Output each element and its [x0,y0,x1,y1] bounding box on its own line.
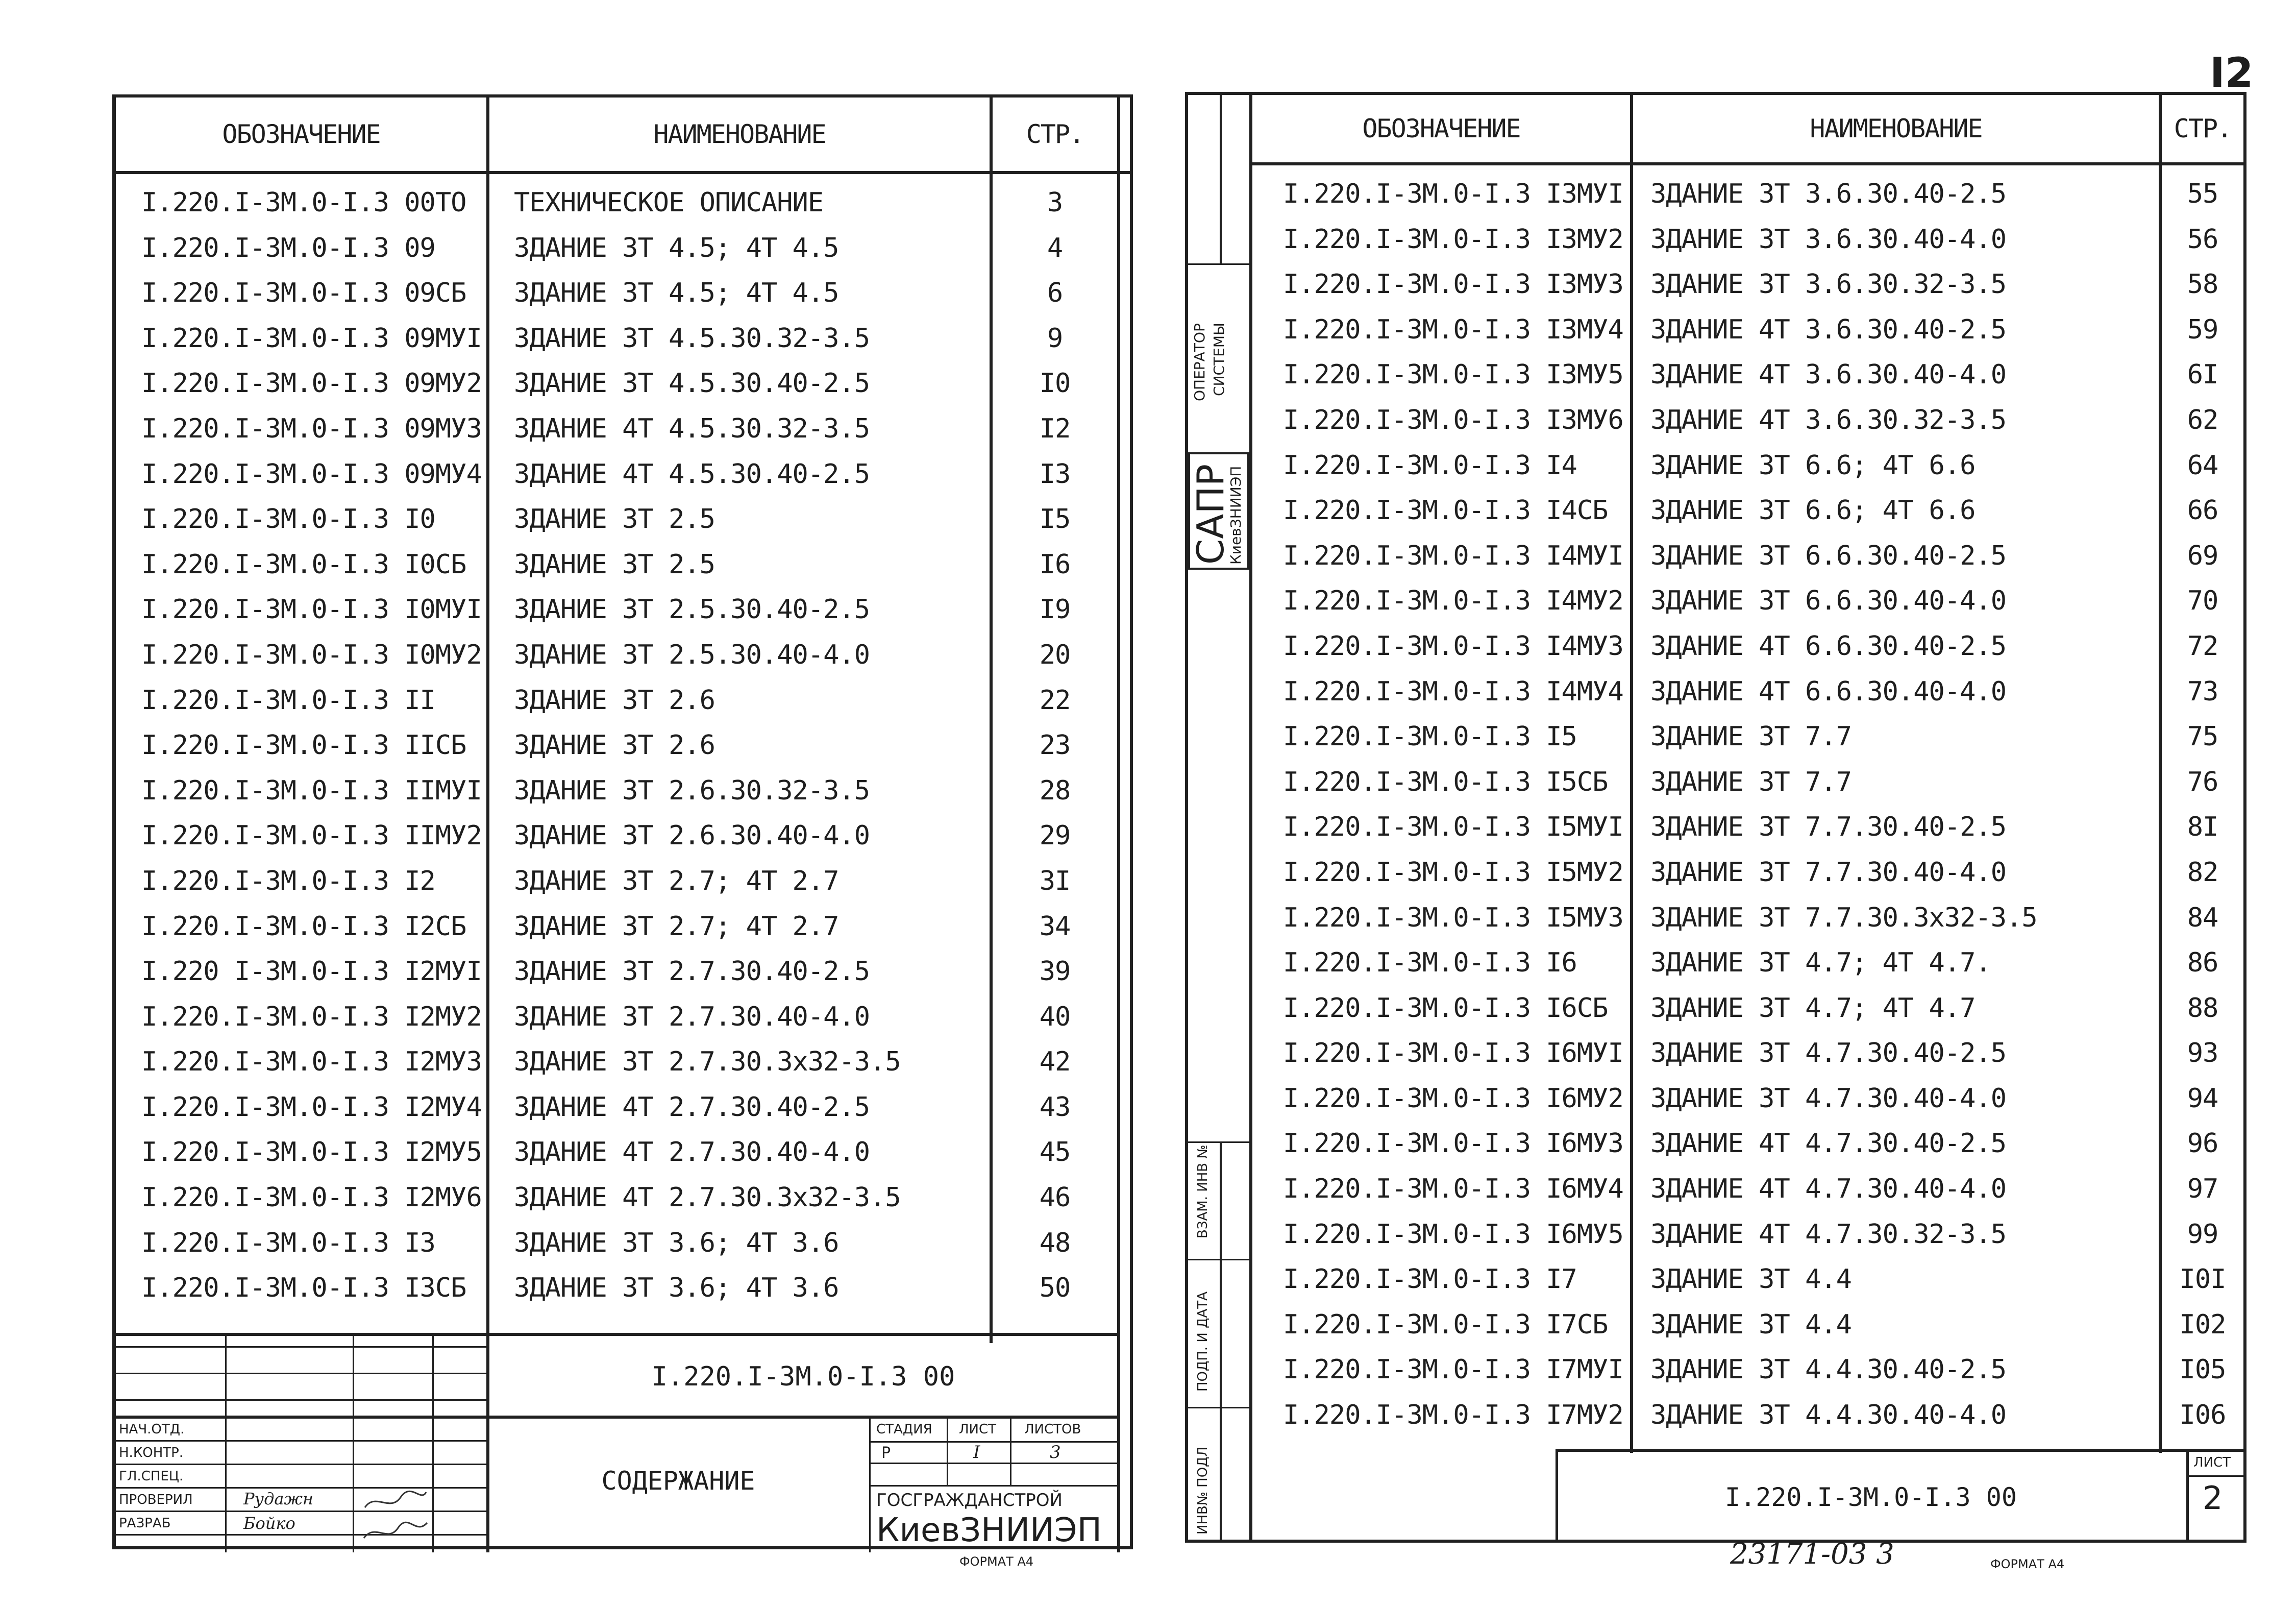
row-name: ЗДАНИЕ 3Т 7.7 [1650,766,1851,797]
right-contents-table [1252,172,2243,1438]
row-page: 58 [2187,269,2218,300]
table-row [116,813,1117,859]
row-page: 28 [1039,775,1071,806]
table-row [1252,1121,2243,1166]
row-page: 76 [2187,766,2218,797]
table-row [116,768,1117,814]
sheets-label: ЛИСТОВ [1024,1422,1081,1437]
row-name: ЗДАНИЕ 3Т 3.6.30.32-3.5 [1650,269,2007,300]
row-name: ЗДАНИЕ 4Т 2.7.30.3х32-3.5 [514,1182,901,1213]
row-page: 50 [1039,1273,1071,1304]
row-name: ЗДАНИЕ 3Т 4.7; 4Т 4.7 [1650,992,1976,1024]
row-code: I.220.I-3М.0-I.3 I4МУ4 [1283,676,1623,707]
right-sheet [1185,92,2246,1543]
row-page: 43 [1039,1091,1071,1123]
row-name: ЗДАНИЕ 3Т 2.5.30.40-4.0 [514,639,870,670]
row-name: ЗДАНИЕ 3Т 6.6; 4Т 6.6 [1650,450,1976,481]
row-code: I.220.I-3М.0-I.3 I5МУ2 [1283,857,1623,888]
row-page: 6 [1047,278,1063,309]
row-page: 46 [1039,1182,1071,1213]
row-name: ЗДАНИЕ 3Т 3.6; 4Т 3.6 [514,1227,839,1258]
row-name: ЗДАНИЕ 3Т 4.5; 4Т 4.5 [514,232,839,263]
row-page: 72 [2187,630,2218,662]
left-doc-title: СОДЕРЖАНИЕ [601,1466,755,1496]
row-page: 55 [2187,179,2218,209]
row-name: ЗДАНИЕ 4Т 4.5.30.40-2.5 [514,458,870,490]
table-row [116,1130,1117,1175]
row-name: ЗДАНИЕ 3Т 2.6.30.32-3.5 [514,775,870,806]
row-name: ЗДАНИЕ 3Т 6.6.30.40-4.0 [1650,586,2007,617]
role-razrab: РАЗРАБ [119,1516,171,1531]
left-title-block [116,1333,1117,1549]
row-code: I.220.I-3М.0-I.3 I3МУ4 [1283,314,1623,345]
row-page: 94 [2187,1083,2218,1114]
row-name: ЗДАНИЕ 4Т 2.7.30.40-2.5 [514,1091,870,1123]
left-doc-code: I.220.I-3М.0-I.3 00 [651,1361,955,1392]
left-contents-table [116,180,1117,1311]
row-code: I.220.I-3М.0-I.3 I3МУ3 [1283,269,1623,300]
row-name: ЗДАНИЕ 4Т 2.7.30.40-4.0 [514,1137,870,1168]
stage-value: Р [881,1444,891,1462]
row-name: ЗДАНИЕ 4Т 3.6.30.40-4.0 [1650,359,2007,391]
row-name: ЗДАНИЕ 3Т 2.7; 4Т 2.7 [514,911,839,942]
table-row [1252,172,2243,217]
org-bottom: КиевЗНИИЭП [876,1512,1102,1549]
row-name: ЗДАНИЕ 3Т 2.5.30.40-2.5 [514,594,870,625]
table-row [1252,217,2243,262]
row-name: ЗДАНИЕ 3Т 4.5.30.40-2.5 [514,368,870,399]
table-row [1252,1393,2243,1438]
row-page: 4 [1047,232,1063,263]
row-code: I.220.I-3М.0-I.3 I4МУ3 [1283,630,1623,662]
table-row [1252,533,2243,579]
sapr-org: КиевЗНИИЭП [1227,466,1244,565]
row-page: 97 [2187,1174,2218,1205]
row-name: ЗДАНИЕ 3Т 2.6 [514,730,715,761]
right-sheet-number: 2 [2203,1479,2223,1517]
role-gl-spec: ГЛ.СПЕЦ. [119,1469,184,1484]
role-proveril: ПРОВЕРИЛ [119,1492,193,1507]
table-row [1252,1076,2243,1122]
row-code: I.220.I-3М.0-I.3 I2 [141,865,435,896]
table-row [116,1085,1117,1130]
row-code: I.220.I-3М.0-I.3 I6МУ4 [1283,1174,1623,1205]
role-nach-otd: НАЧ.ОТД. [119,1422,185,1437]
table-row [116,1265,1117,1311]
table-row [116,1221,1117,1266]
row-name: ЗДАНИЕ 3Т 4.4.30.40-2.5 [1650,1354,2007,1385]
table-row [1252,398,2243,443]
header-page: СТР. [1026,119,1084,149]
row-name: ЗДАНИЕ 3Т 2.7.30.40-2.5 [514,956,870,987]
sapr-stamp [1188,452,1249,570]
row-code: I.220.I-3М.0-I.3 I5МУ3 [1283,902,1623,933]
row-page: I6 [1039,549,1071,580]
table-row [116,632,1117,678]
right-format-label: ФОРМАТ А4 [1990,1557,2065,1571]
row-page: 69 [2187,540,2218,571]
left-format-label: ФОРМАТ А4 [959,1554,1034,1569]
table-row [116,542,1117,588]
row-page: 70 [2187,586,2218,617]
right-doc-code: I.220.I-3М.0-I.3 00 [1725,1482,2017,1512]
row-name: ЗДАНИЕ 4Т 6.6.30.40-4.0 [1650,676,2007,707]
row-name: ЗДАНИЕ 4Т 6.6.30.40-2.5 [1650,630,2007,662]
row-code: I.220.I-3М.0-I.3 I7МУI [1283,1354,1623,1385]
row-code: I.220.I-3М.0-I.3 09МУI [141,323,482,354]
row-code: I.220.I-3М.0-I.3 I3МУ6 [1283,404,1623,435]
row-name: ЗДАНИЕ 4Т 3.6.30.32-3.5 [1650,404,2007,435]
row-code: I.220.I-3М.0-I.3 I7 [1283,1264,1577,1295]
table-row [1252,352,2243,398]
corner-mark: I2 [2210,49,2254,96]
row-page: 6I [2187,359,2218,391]
row-page: 3 [1047,187,1063,218]
row-page: 75 [2187,721,2218,752]
row-code: I.220.I-3М.0-I.3 I6МУ3 [1283,1128,1623,1159]
row-page: 96 [2187,1128,2218,1159]
row-code: I.220.I-3М.0-I.3 I5СБ [1283,766,1608,797]
row-name: ЗДАНИЕ 3Т 4.7.30.40-4.0 [1650,1083,2007,1114]
row-page: 34 [1039,911,1071,942]
row-code: I.220.I-3М.0-I.3 I2МУ2 [141,1001,482,1032]
row-page: 86 [2187,947,2218,979]
row-page: 93 [2187,1038,2218,1069]
table-row [116,361,1117,406]
row-code: I.220.I-3М.0-I.3 I4 [1283,450,1577,481]
row-page: I5 [1039,504,1071,535]
side-operator: ОПЕРАТОР [1191,323,1208,401]
row-name: ЗДАНИЕ 3Т 4.4.30.40-4.0 [1650,1400,2007,1431]
row-code: I.220.I-3М.0-I.3 09МУ4 [141,458,482,490]
table-row [1252,1257,2243,1302]
row-code: I.220.I-3М.0-I.3 I5 [1283,721,1577,752]
row-name: ЗДАНИЕ 3Т 4.4 [1650,1309,1851,1340]
header-page: СТР. [2174,114,2232,143]
row-code: I.220.I-3М.0-I.3 II [141,685,435,716]
table-row [1252,895,2243,941]
row-page: 56 [2187,224,2218,255]
row-page: I3 [1039,458,1071,490]
table-row [116,949,1117,994]
table-row [1252,986,2243,1031]
row-name: ТЕХНИЧЕСКОЕ ОПИСАНИЕ [514,187,824,218]
row-page: I9 [1039,594,1071,625]
row-code: I.220.I-3М.0-I.3 I7МУ2 [1283,1400,1623,1431]
signature-image [360,1487,431,1550]
row-code: I.220.I-3М.0-I.3 09МУ2 [141,368,482,399]
row-code: I.220.I-3М.0-I.3 I3МУ2 [1283,224,1623,255]
right-title-block [1556,1449,2243,1540]
table-row [1252,714,2243,760]
sheet-value: I [973,1442,980,1463]
table-row [116,271,1117,316]
row-page: 45 [1039,1137,1071,1168]
row-name: ЗДАНИЕ 3Т 2.7; 4Т 2.7 [514,865,839,896]
row-page: 40 [1039,1001,1071,1032]
table-row [116,723,1117,768]
row-name: ЗДАНИЕ 3Т 2.7.30.3х32-3.5 [514,1046,901,1078]
sapr-label: САПР [1189,464,1232,565]
row-name: ЗДАНИЕ 3Т 2.7.30.40-4.0 [514,1001,870,1032]
row-page: 84 [2187,902,2218,933]
row-page: 39 [1039,956,1071,987]
row-code: I.220.I-3М.0-I.3 I0МУI [141,594,482,625]
table-row [1252,1347,2243,1393]
row-code: I.220.I-3М.0-I.3 I3 [141,1227,435,1258]
right-sheet-label: ЛИСТ [2193,1455,2231,1470]
table-row [116,678,1117,723]
row-name: ЗДАНИЕ 3Т 3.6.30.40-2.5 [1650,179,2007,209]
row-code: I.220.I-3М.0-I.3 IIМУ2 [141,820,482,851]
row-page: I2 [1039,413,1071,444]
row-page: I0I [2179,1264,2226,1295]
header-designation: ОБОЗНАЧЕНИЕ [1362,114,1520,143]
stage-label: СТАДИЯ [876,1422,932,1437]
row-code: I.220.I-3М.0-I.3 00ТО [141,187,466,218]
table-row [116,587,1117,632]
row-name: ЗДАНИЕ 3Т 4.7.30.40-2.5 [1650,1038,2007,1069]
row-name: ЗДАНИЕ 3Т 4.5; 4Т 4.5 [514,278,839,309]
name-checker: Рудажн [243,1489,313,1508]
row-code: I.220.I-3М.0-I.3 I4МУ2 [1283,586,1623,617]
row-name: ЗДАНИЕ 3Т 2.5 [514,549,715,580]
row-name: ЗДАНИЕ 3Т 6.6.30.40-2.5 [1650,540,2007,571]
table-row [1252,940,2243,986]
row-code: I.220.I-3М.0-I.3 I2МУ3 [141,1046,482,1078]
row-page: 22 [1039,685,1071,716]
row-name: ЗДАНИЕ 3Т 6.6; 4Т 6.6 [1650,495,1976,526]
row-page: 48 [1039,1227,1071,1258]
row-code: I.220.I-3М.0-I.3 I6МУI [1283,1038,1623,1069]
row-name: ЗДАНИЕ 3Т 7.7.30.40-2.5 [1650,812,2007,843]
row-page: 42 [1039,1046,1071,1078]
sheets-value: 3 [1050,1442,1061,1463]
org-top: ГОСГРАЖДАНСТРОЙ [876,1490,1063,1511]
row-code: I.220.I-3М.0-I.3 I4МУI [1283,540,1623,571]
row-code: I.220.I-3М.0-I.3 I0МУ2 [141,639,482,670]
row-name: ЗДАНИЕ 3Т 3.6.30.40-4.0 [1650,224,2007,255]
row-code: I.220.I-3М.0-I.3 I3СБ [141,1273,466,1304]
row-code: I.220.I-3М.0-I.3 I2МУ5 [141,1137,482,1168]
table-row [116,180,1117,226]
table-row [1252,1212,2243,1257]
row-code: I.220.I-3М.0-I.3 IIСБ [141,730,466,761]
row-code: I.220.I-3М.0-I.3 I2МУ6 [141,1182,482,1213]
table-row [1252,262,2243,307]
row-code: I.220.I-3М.0-I.3 IIМУI [141,775,482,806]
row-name: ЗДАНИЕ 3Т 4.5.30.32-3.5 [514,323,870,354]
row-name: ЗДАНИЕ 3Т 7.7.30.40-4.0 [1650,857,2007,888]
header-designation: ОБОЗНАЧЕНИЕ [222,119,380,149]
row-code: I.220.I-3М.0-I.3 I3МУI [1283,179,1623,209]
table-row [1252,578,2243,624]
table-row [116,1039,1117,1085]
row-name: ЗДАНИЕ 3Т 3.6; 4Т 3.6 [514,1273,839,1304]
row-name: ЗДАНИЕ 4Т 3.6.30.40-2.5 [1650,314,2007,345]
table-row [1252,488,2243,533]
sheet-label: ЛИСТ [959,1422,997,1437]
row-name: ЗДАНИЕ 4Т 4.7.30.40-4.0 [1650,1174,2007,1205]
row-name: ЗДАНИЕ 3Т 7.7.30.3х32-3.5 [1650,902,2037,933]
row-page: 20 [1039,639,1071,670]
row-code: I.220.I-3М.0-I.3 I3МУ5 [1283,359,1623,391]
table-row [116,904,1117,949]
table-row [116,406,1117,452]
row-code: I.220.I-3М.0-I.3 I6СБ [1283,992,1608,1024]
row-name: ЗДАНИЕ 3Т 4.4 [1650,1264,1851,1295]
footer-number: 23171-03 3 [1730,1538,1894,1571]
side-inv-podl: ИНВ№ ПОДЛ [1195,1446,1211,1535]
table-row [116,994,1117,1040]
row-page: I02 [2179,1309,2226,1340]
row-page: I05 [2179,1354,2226,1385]
table-row [1252,624,2243,669]
row-page: 9 [1047,323,1063,354]
row-page: 73 [2187,676,2218,707]
side-system: СИСТЕМЫ [1211,323,1227,396]
row-name: ЗДАНИЕ 3Т 7.7 [1650,721,1851,752]
right-table-header [1252,95,2243,165]
left-table-header [116,98,1130,174]
row-code: I.220.I-3М.0-I.3 I2МУ4 [141,1091,482,1123]
side-sign-date: ПОДП. И ДАТА [1195,1292,1211,1392]
row-name: ЗДАНИЕ 3Т 2.6 [514,685,715,716]
row-code: I.220.I-3М.0-I.3 I0 [141,504,435,535]
row-page: 64 [2187,450,2218,481]
row-name: ЗДАНИЕ 3Т 4.7; 4Т 4.7. [1650,947,1991,979]
table-row [116,859,1117,904]
row-code: I.220.I-3М.0-I.3 I5МУI [1283,812,1623,843]
row-code: I.220.I-3М.0-I.3 I6МУ5 [1283,1219,1623,1250]
table-row [116,452,1117,497]
row-name: ЗДАНИЕ 4Т 4.5.30.32-3.5 [514,413,870,444]
row-code: I.220.I-3М.0-I.3 I6 [1283,947,1577,979]
row-code: I.220.I-3М.0-I.3 09 [141,232,435,263]
table-row [1252,1031,2243,1076]
row-page: 82 [2187,857,2218,888]
table-row [1252,307,2243,353]
row-code: I.220.I-3М.0-I.3 I7СБ [1283,1309,1608,1340]
table-row [116,497,1117,542]
row-code: I.220.I-3М.0-I.3 09МУ3 [141,413,482,444]
row-page: 62 [2187,404,2218,435]
row-code: I.220 I-3М.0-I.3 I2МУI [141,956,482,987]
table-row [116,316,1117,361]
table-row [116,226,1117,271]
row-page: I0 [1039,368,1071,399]
row-name: ЗДАНИЕ 4Т 4.7.30.40-2.5 [1650,1128,2007,1159]
row-name: ЗДАНИЕ 4Т 4.7.30.32-3.5 [1650,1219,2007,1250]
table-row [1252,1302,2243,1348]
table-row [116,1175,1117,1221]
role-n-kontr: Н.КОНТР. [119,1445,184,1460]
table-row [1252,443,2243,489]
row-name: ЗДАНИЕ 3Т 2.5 [514,504,715,535]
row-page: 8I [2187,812,2218,843]
table-row [1252,1166,2243,1212]
row-code: I.220.I-3М.0-I.3 I6МУ2 [1283,1083,1623,1114]
row-page: I06 [2179,1400,2226,1431]
row-code: I.220.I-3М.0-I.3 I4СБ [1283,495,1608,526]
row-page: 66 [2187,495,2218,526]
row-code: I.220.I-3М.0-I.3 I0СБ [141,549,466,580]
table-row [1252,760,2243,805]
row-page: 3I [1039,865,1071,896]
table-row [1252,805,2243,850]
row-page: 88 [2187,992,2218,1024]
header-name: НАИМЕНОВАНИЕ [653,119,826,149]
table-row [1252,850,2243,895]
left-sheet [112,94,1133,1549]
row-code: I.220.I-3М.0-I.3 09СБ [141,278,466,309]
header-name: НАИМЕНОВАНИЕ [1810,114,1982,143]
side-inv-vzam: ВЗАМ. ИНВ № [1195,1145,1211,1238]
row-page: 99 [2187,1219,2218,1250]
row-name: ЗДАНИЕ 3Т 2.6.30.40-4.0 [514,820,870,851]
row-page: 29 [1039,820,1071,851]
row-code: I.220.I-3М.0-I.3 I2СБ [141,911,466,942]
row-page: 59 [2187,314,2218,345]
name-developer: Бойко [243,1514,295,1533]
table-row [1252,669,2243,715]
row-page: 23 [1039,730,1071,761]
